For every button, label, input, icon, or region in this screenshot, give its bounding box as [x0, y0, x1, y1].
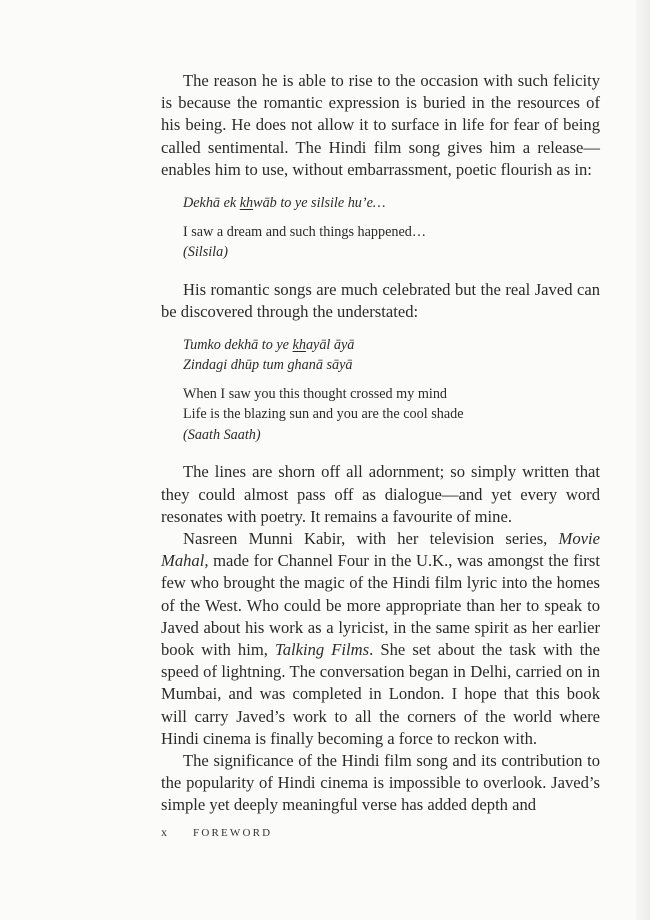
verse-source: (Saath Saath): [183, 426, 261, 443]
title-talking-films: Talking Films: [275, 640, 370, 660]
verse-line: Tumko dekhā to ye khayāl āyā: [183, 336, 355, 353]
verse-source: (Silsila): [183, 244, 228, 261]
running-footer: FOREWORD: [193, 827, 273, 839]
page-number: x: [161, 825, 167, 839]
verse-translation: I saw a dream and such things happened…: [183, 223, 427, 240]
page-edge: [636, 0, 650, 920]
title-movie-mahal: Movie Mahal,: [161, 529, 600, 571]
foreword-text: [161, 70, 600, 817]
verse-line: Dekhā ek khwāb to ye silsile hu’e…: [183, 195, 386, 212]
paragraph: The lines are shorn off all adornment; so simply written that they could almost pass off as dialogue—and yet every word resonates with poetry. It remains a favourite of mine.: [161, 462, 600, 526]
paragraph: Nasreen Munni Kabir, with her television series, Movie Mahal, made for Channel Four in the U.K., was amongst the first few who brought the magic of the Hindi film lyric into the homes of the West. Who could be more appropriate than her to speak to Javed about his work as a lyricist, in the same spirit as her earlier book with him, Talking Films. She set about the task with the speed of lightning. The conversation began in Delhi, carried on in Mumbai, and was completed in London. I hope that this book will carry Javed’s work to all the corners of the world where Hindi cinema is finally becoming a force to reckon with.: [161, 529, 600, 748]
paragraph: The significance of the Hindi film song and its contribution to the popularity of Hindi cinema is impossible to overlook. Javed’s simple yet deeply meaningful verse has added depth and: [161, 751, 600, 815]
verse-silsila: [183, 193, 600, 263]
verse-saath-saath: [183, 335, 600, 446]
verse-line: Zindagi dhūp tum ghanā sāyā: [183, 357, 353, 374]
paragraph: His romantic songs are much celebrated but the real Javed can be discovered through the understated:: [161, 279, 600, 321]
verse-translation: When I saw you this thought crossed my mind: [183, 385, 448, 402]
verse-translation: Life is the blazing sun and you are the cool shade: [183, 406, 464, 423]
paragraph: The reason he is able to rise to the occasion with such felicity is because the romantic expression is buried in the resources of his being. He does not allow it to surface in life for fear of being called sentimental. The Hindi film song gives him a release—enables him to use, without embarrassment, poetic flourish as in:: [161, 71, 600, 179]
page-footer: [161, 825, 272, 840]
